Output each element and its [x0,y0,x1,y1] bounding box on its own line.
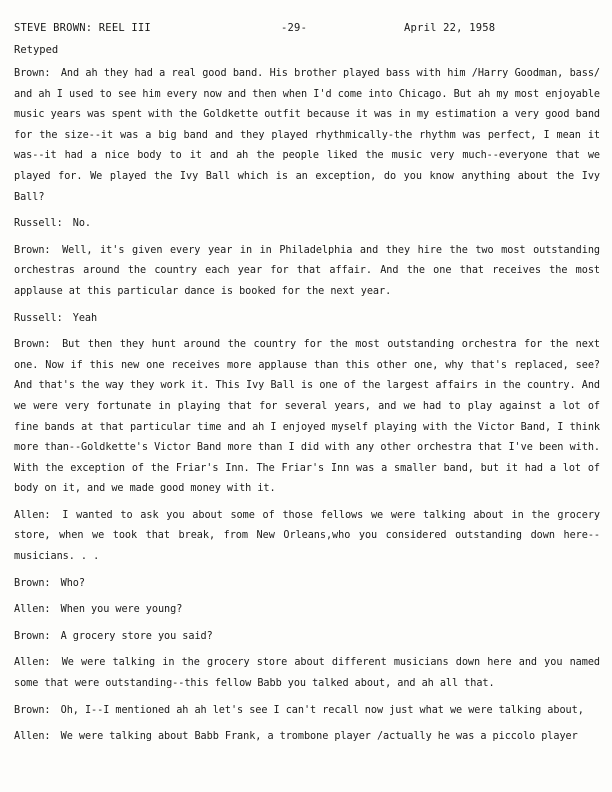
transcript-paragraph [14,701,600,722]
paragraph-text: But then they hunt around the country for the most outstanding orchestra for the next one. Now if this new one receives more applause than this other one, why that's replaced, see? And that's the way they work it. This Ivy Ball is one of the largest affairs in the country. And we were very fortunate in playing that for several years, and we had to play against a lot of fine bands at that particular time and ah I enjoyed myself playing with the Victor Band, I think more than--Goldkette's Victor Band more than I did with any other orchestra that I've been with. With the exception of the Friar's Inn. The Friar's Inn was a smaller band, but it had a lot of body on it, and we made good money with it. [14,339,600,495]
transcript-paragraph [14,653,600,694]
speaker-label: Russell: [14,218,63,230]
transcript-paragraph [14,241,600,303]
transcript-paragraph [14,600,600,621]
interview-date: April 22, 1958 [404,22,496,34]
speaker-label: Russell: [14,312,63,324]
speaker-label: Allen: [14,657,51,669]
paragraph-text: And ah they had a real good band. His brother played bass with him /Harry Goodman, bass/ and ah I used to see him every now and then when I'd come into Chicago. But ah my most enjoyable music years was spent with the Goldkette outfit because it was in my estimation a very good band for the size--it was a big band and they played rhythmically-the rhythm was perfect, I mean it was--it had a nice body to it and ah the people liked the music very much--everyone that we played for. We played the Ivy Ball which is an exception, do you know anything about the Ivy Ball? [14,68,600,203]
speaker-label: Allen: [14,604,51,616]
speaker-label: Brown: [14,704,51,716]
transcript-paragraph [14,64,600,208]
reel-label: STEVE BROWN: REEL III [14,22,151,34]
transcript-paragraph [14,727,600,748]
retyped-note: Retyped [14,44,59,56]
paragraph-text: A grocery store you said? [60,630,213,642]
transcript-paragraph [14,214,600,235]
speaker-label: Brown: [14,630,51,642]
page-header [14,22,594,38]
paragraph-text: Well, it's given every year in in Philadelphia and they hire the two most outstanding orchestras around the country each year for that affair. And the one that receives the most applause at this particular dance is booked for the next year. [14,244,600,297]
paragraph-text: We were talking about Babb Frank, a trombone player /actually he was a piccolo player [60,731,578,743]
transcript-paragraph [14,335,600,500]
transcript-paragraph [14,309,600,330]
speaker-label: Allen: [14,509,51,521]
transcript-paragraph [14,506,600,568]
speaker-label: Brown: [14,339,51,351]
paragraph-text: Yeah [72,312,98,324]
paragraph-text: When you were young? [60,604,183,616]
transcript-body [14,64,600,754]
paragraph-text: I wanted to ask you about some of those fellows we were talking about in the grocery store, when we took that break, from New Orleans,who you considered outstanding down here--musicians. . . [14,509,600,563]
transcript-paragraph [14,627,600,648]
paragraph-text: Oh, I--I mentioned ah ah let's see I can't recall now just what we were talking about, [60,704,584,716]
speaker-label: Allen: [14,731,51,743]
transcript-paragraph [14,574,600,595]
speaker-label: Brown: [14,577,51,589]
speaker-label: Brown: [14,244,51,256]
paragraph-text: We were talking in the grocery store about different musicians down here and you named some that were outstanding--this fellow Babb you talked about, and ah all that. [14,657,600,690]
page-number: -29- [281,22,308,34]
paragraph-text: No. [72,218,92,230]
speaker-label: Brown: [14,68,51,79]
paragraph-text: Who? [60,577,85,589]
